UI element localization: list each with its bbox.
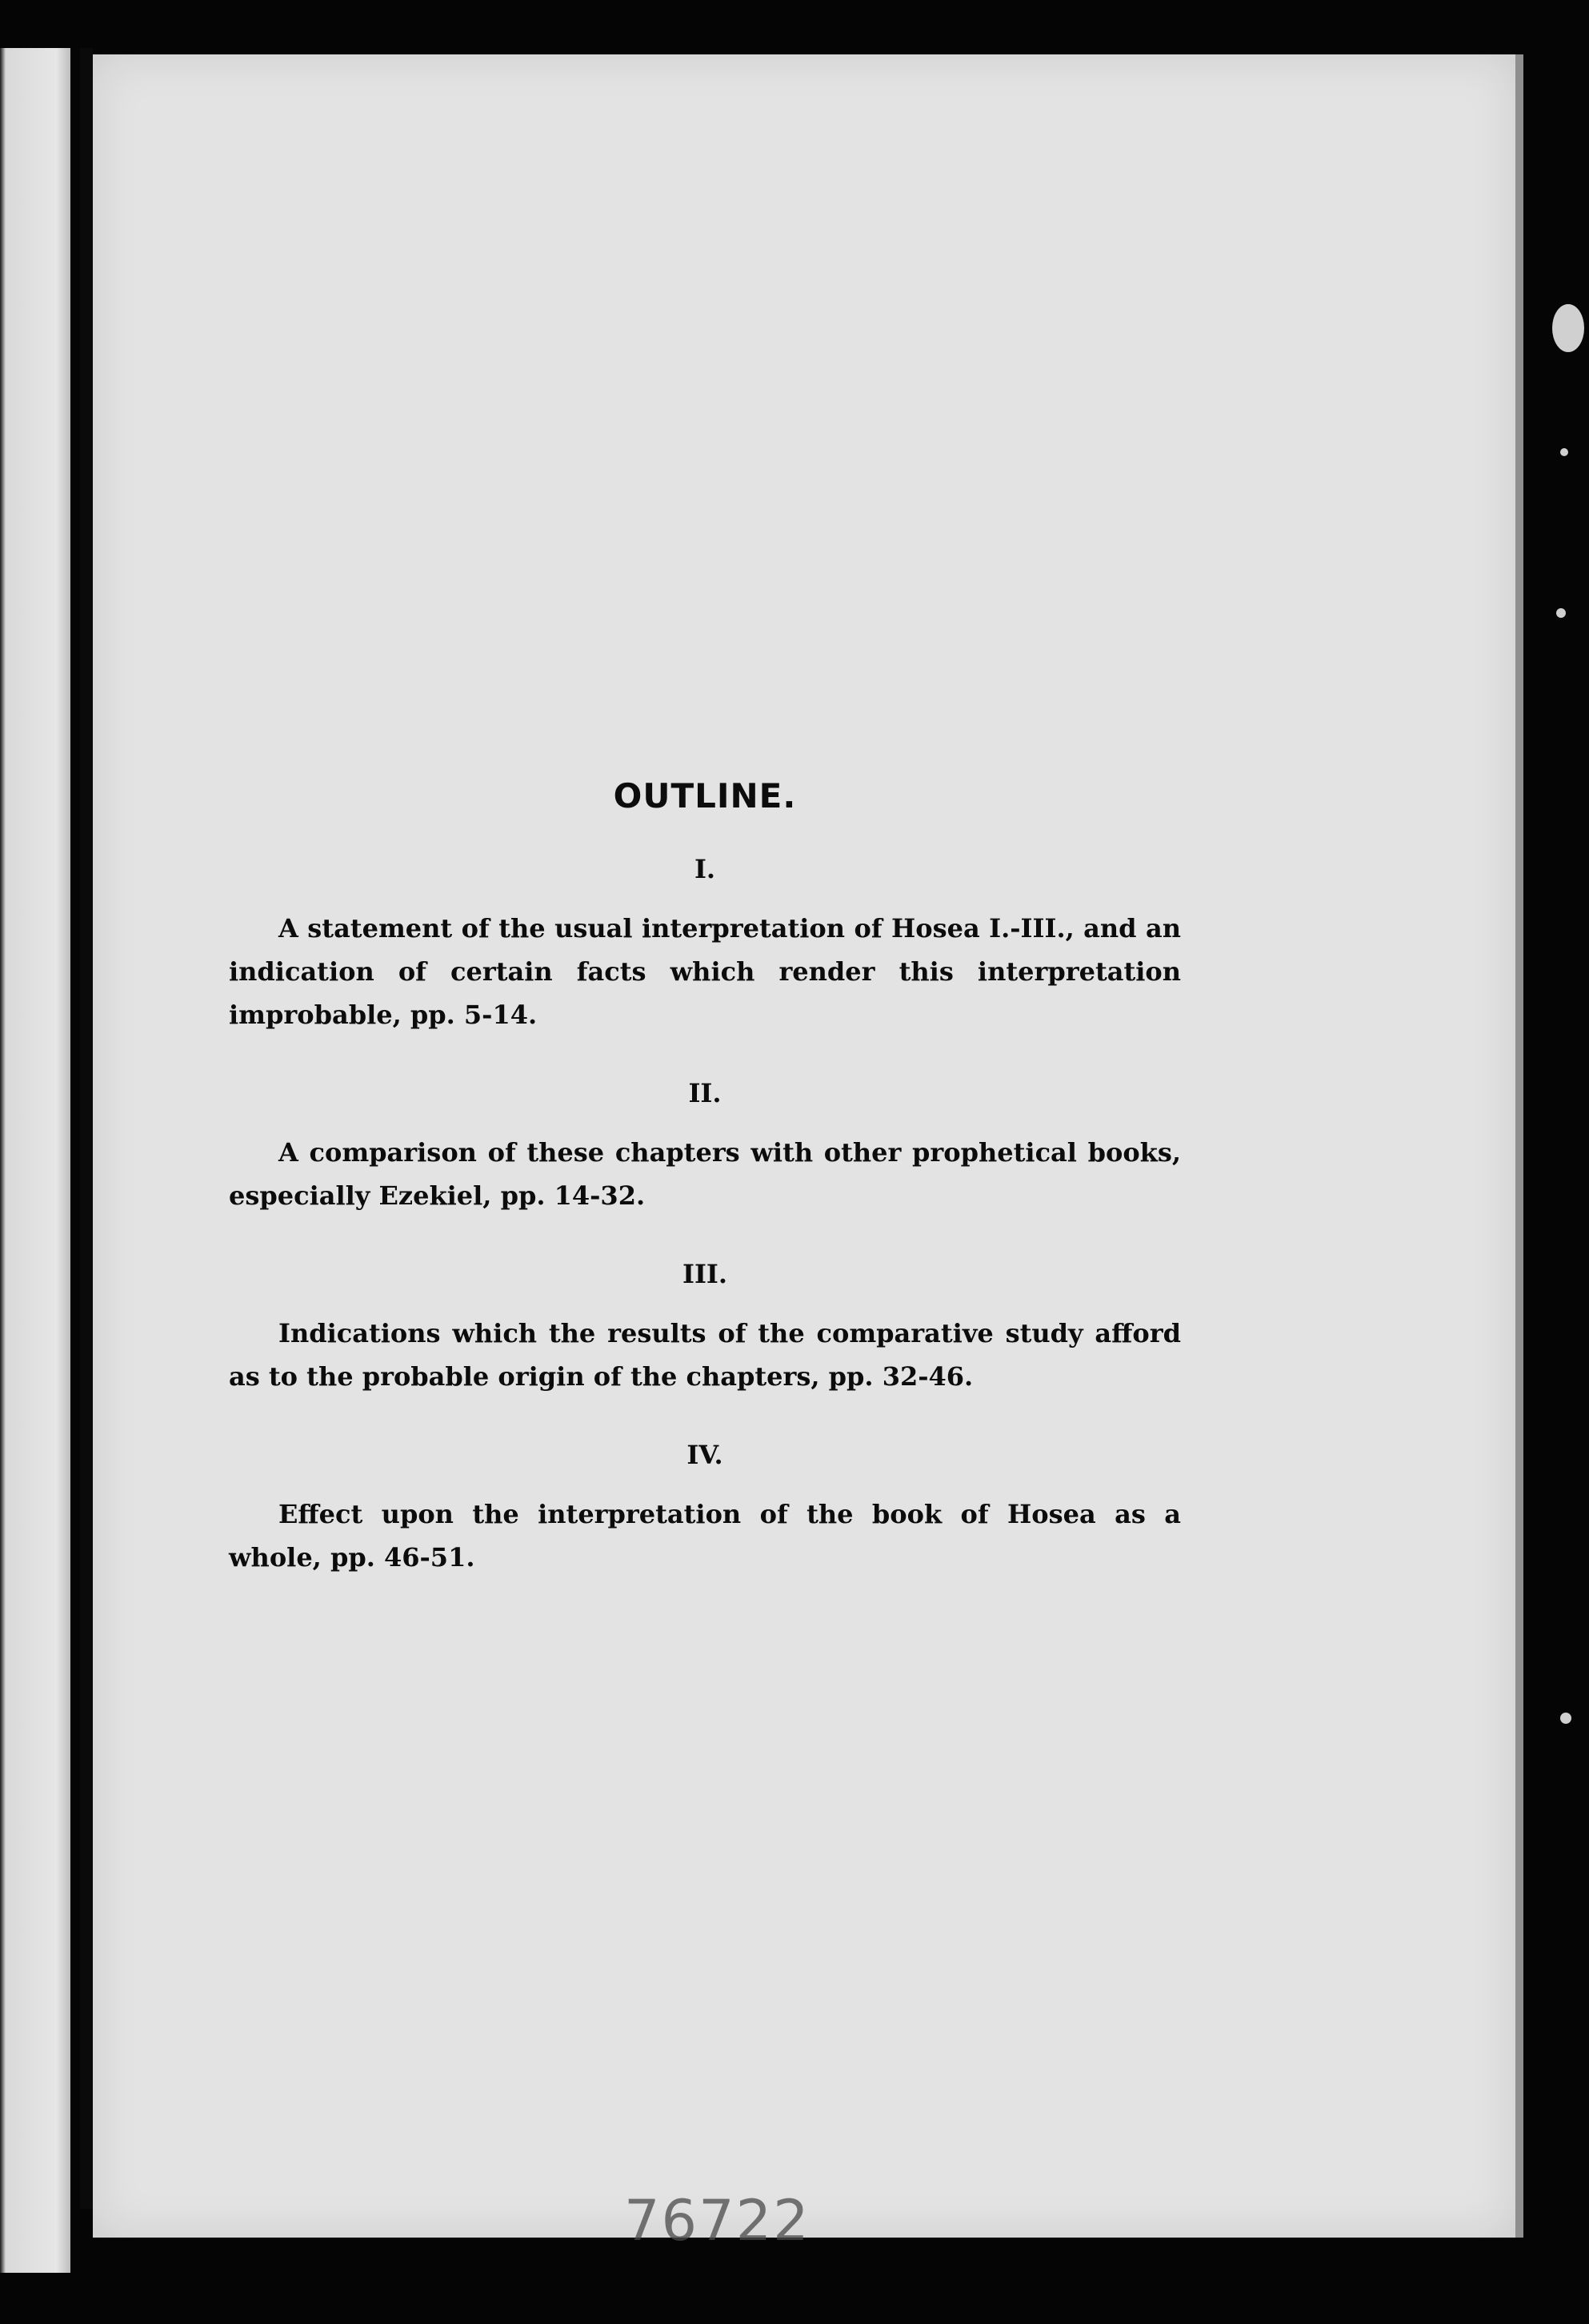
scan-speck <box>1560 448 1568 456</box>
section-text-4: Effect upon the interpretation of the book of Hosea as a whole, pp. 46-51. <box>229 1499 1181 1573</box>
outline-content <box>229 776 1181 1621</box>
section-numeral-1: I. <box>694 854 716 884</box>
section-text-2: A comparison of these chapters with other prophetical books, especially Ezekiel, pp. 14-32. <box>229 1137 1181 1211</box>
section-numeral-2: II. <box>688 1078 722 1108</box>
page-edge <box>1515 54 1523 2238</box>
library-stamp-number: 76722 <box>624 2188 811 2254</box>
section-text-3: Indications which the results of the comparative study afford as to the probable origin of the chapters, pp. 32-46. <box>229 1318 1181 1392</box>
page-title: OUTLINE. <box>613 776 797 815</box>
scan-speck <box>1552 304 1584 352</box>
binding-shadow <box>80 48 93 2209</box>
section-numeral-4: IV. <box>686 1440 723 1470</box>
section-numeral-3: III. <box>682 1259 728 1289</box>
scan-speck <box>1556 608 1566 618</box>
scan-speck <box>1560 1713 1571 1724</box>
section-text-1: A statement of the usual interpretation of Hosea I.-III., and an indication of certain facts which render this interpretation improbable, pp. 5-14. <box>229 913 1181 1030</box>
facing-page-strip <box>0 48 70 2273</box>
